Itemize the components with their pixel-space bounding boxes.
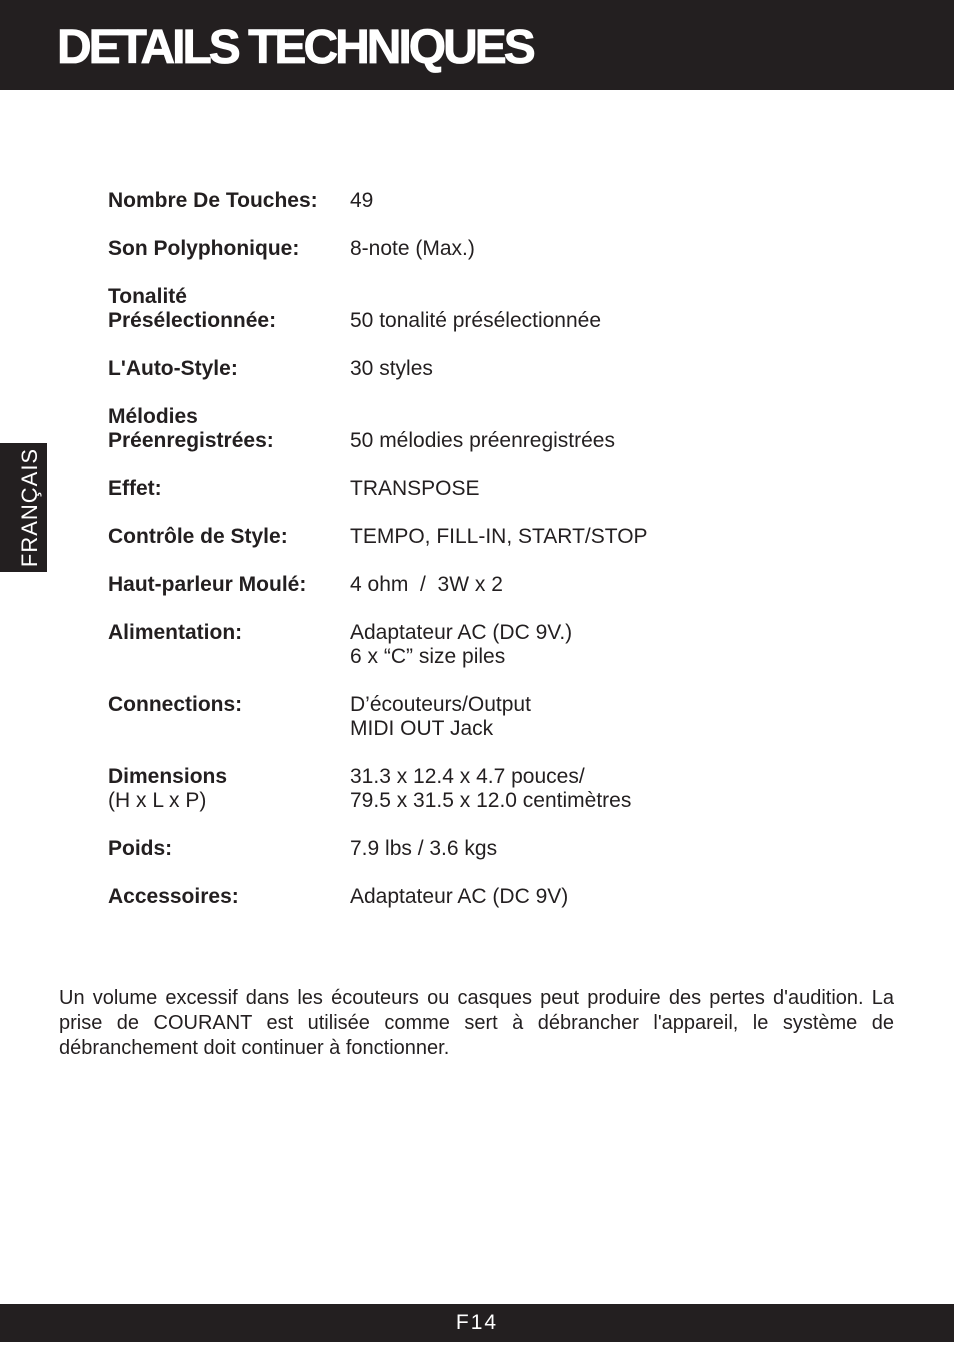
spec-label: [108, 357, 350, 381]
spec-row-connections: [108, 693, 888, 741]
spec-value-line: 4 ohm / 3W x 2: [350, 573, 503, 596]
spec-value: [350, 525, 888, 549]
spec-value: [350, 837, 888, 861]
page-title: DETAILS TECHNIQUES: [57, 21, 533, 74]
spec-value-line: D’écouteurs/Output: [350, 693, 531, 716]
spec-row-demo-songs: [108, 405, 888, 453]
spec-value-line: 30 styles: [350, 357, 433, 380]
spec-label: [108, 621, 350, 669]
spec-label-line: (H x L x P): [108, 789, 207, 812]
spec-label: [108, 693, 350, 741]
spec-value: [350, 429, 888, 453]
spec-label-line: Haut-parleur Moulé:: [108, 573, 307, 596]
spec-row-speakers: [108, 573, 888, 597]
spec-label-line: Poids:: [108, 837, 173, 860]
spec-value-line: 31.3 x 12.4 x 4.7 pouces/: [350, 765, 585, 788]
spec-value-line: Adaptateur AC (DC 9V.): [350, 621, 573, 644]
spec-label: [108, 573, 350, 597]
spec-label-line: Tonalité: [108, 285, 187, 308]
spec-label-line: Accessoires:: [108, 885, 239, 908]
footer-bar: [0, 1304, 954, 1342]
language-tab-graphic: [0, 443, 47, 572]
spec-label: [108, 837, 350, 861]
spec-row-effect: [108, 477, 888, 501]
spec-row-accessories: [108, 885, 888, 909]
page-number: F14: [455, 1311, 499, 1334]
spec-value-line: 79.5 x 31.5 x 12.0 centimètres: [350, 789, 632, 812]
spec-label-line: Connections:: [108, 693, 243, 716]
spec-value-line: 50 tonalité présélectionnée: [350, 309, 602, 332]
spec-value: [350, 765, 888, 813]
spec-value: [350, 693, 888, 741]
spec-label-line: Alimentation:: [108, 621, 243, 644]
spec-value-line: 6 x “C” size piles: [350, 645, 506, 668]
spec-label-line: Effet:: [108, 477, 162, 500]
spec-list: [108, 189, 888, 933]
spec-value: [350, 189, 888, 213]
spec-row-style-control: [108, 525, 888, 549]
spec-row-preset-tones: [108, 285, 888, 333]
spec-value: [350, 237, 888, 261]
spec-row-keys: [108, 189, 888, 213]
safety-notice: Un volume excessif dans les écouteurs ou casques peut produire des pertes d'audition. La prise de COURANT est utilisée comme sert à débrancher l'appareil, le système de débranchement doit continuer à fonctionner.: [59, 987, 894, 1059]
language-tab-label: FRANÇAIS: [17, 447, 42, 568]
spec-value-line: 7.9 lbs / 3.6 kgs: [350, 837, 498, 860]
spec-value: [350, 477, 888, 501]
spec-row-power: [108, 621, 888, 669]
spec-label: [108, 477, 350, 501]
spec-value: [350, 573, 888, 597]
language-tab: [0, 443, 47, 572]
spec-value-line: Adaptateur AC (DC 9V): [350, 885, 569, 908]
spec-value-line: 8-note (Max.): [350, 237, 475, 260]
spec-value-line: TRANSPOSE: [350, 477, 480, 500]
spec-label-line: Son Polyphonique:: [108, 237, 300, 260]
spec-row-polyphony: [108, 237, 888, 261]
spec-label-line: Contrôle de Style:: [108, 525, 288, 548]
spec-value: [350, 357, 888, 381]
spec-label-line: Préenregistrées:: [108, 429, 274, 452]
spec-label: [108, 525, 350, 549]
spec-value-line: MIDI OUT Jack: [350, 717, 494, 740]
spec-row-weight: [108, 837, 888, 861]
spec-value-line: 50 mélodies préenregistrées: [350, 429, 615, 452]
spec-label: [108, 885, 350, 909]
spec-label-line: Présélectionnée:: [108, 309, 277, 332]
spec-value: [350, 309, 888, 333]
spec-label-line: Dimensions: [108, 765, 228, 788]
spec-label-line: Mélodies: [108, 405, 198, 428]
spec-label: [108, 405, 350, 453]
spec-label: [108, 765, 350, 813]
spec-label-line: Nombre De Touches:: [108, 189, 318, 212]
spec-label: [108, 285, 350, 333]
spec-row-dimensions: [108, 765, 888, 813]
spec-value-line: 49: [350, 189, 374, 212]
spec-label: [108, 189, 350, 213]
spec-row-auto-style: [108, 357, 888, 381]
spec-value-line: TEMPO, FILL-IN, START/STOP: [350, 525, 648, 548]
spec-label-line: L'Auto-Style:: [108, 357, 238, 380]
spec-label: [108, 237, 350, 261]
spec-value: [350, 621, 888, 669]
spec-value: [350, 885, 888, 909]
